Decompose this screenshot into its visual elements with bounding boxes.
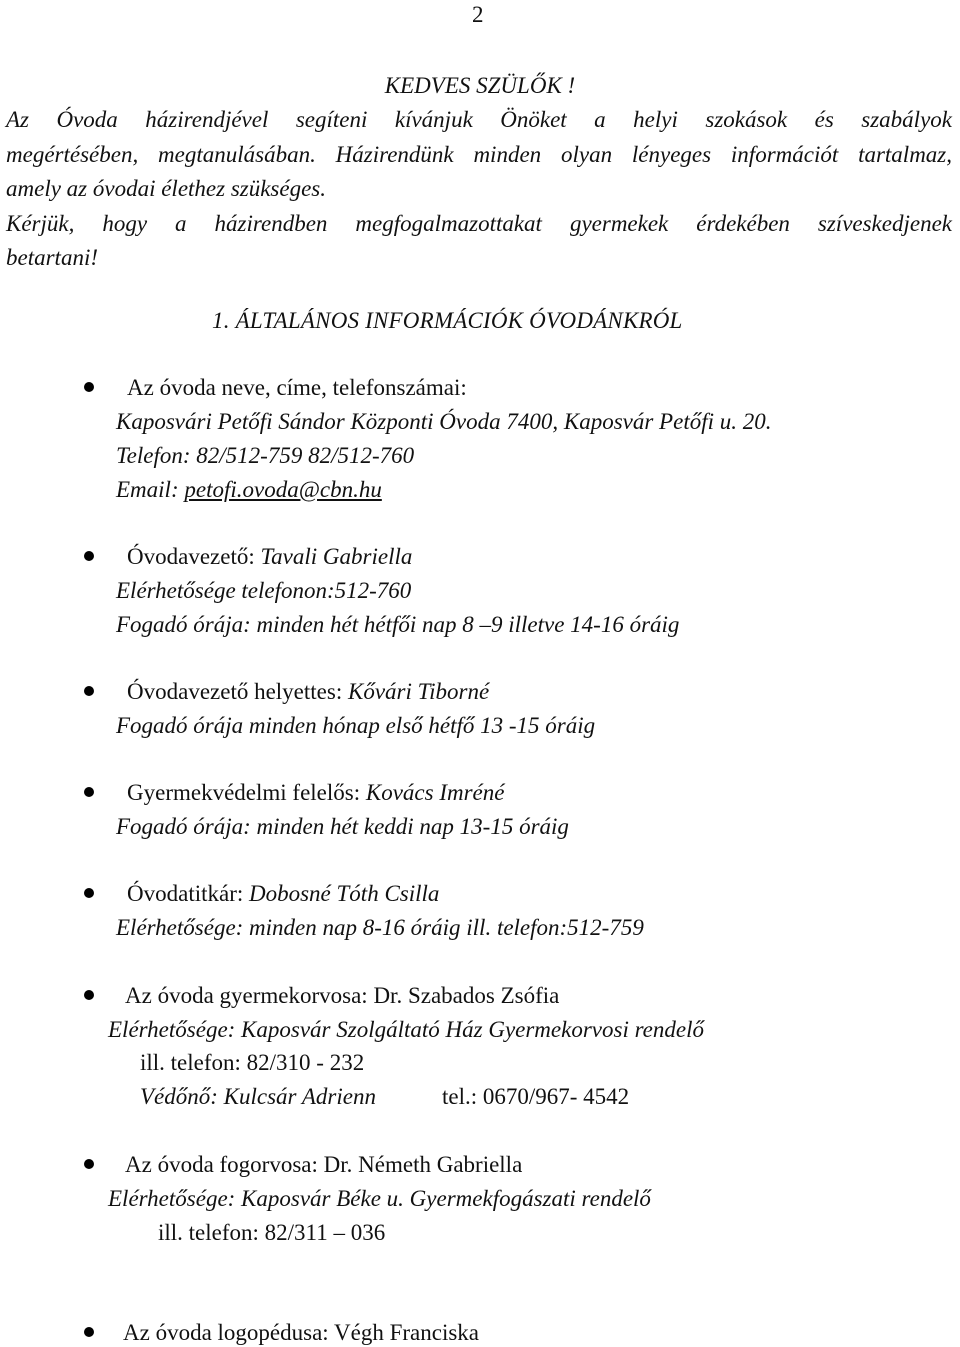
dentist-phone: ill. telefon: 82/311 – 036 xyxy=(158,1220,386,1245)
pediatrician-phone: ill. telefon: 82/310 - 232 xyxy=(140,1050,365,1075)
item-label: Az óvoda neve, címe, telefonszámai: xyxy=(127,375,467,400)
intro-line-1: Az Óvoda házirendjével segíteni kívánjuk Önöket a helyi szokások és szabályok xyxy=(6,107,952,132)
bullet-icon xyxy=(84,382,94,392)
page-number: 2 xyxy=(472,2,484,27)
child-protection-name: Kovács Imréné xyxy=(365,780,505,805)
intro-line-5: betartani! xyxy=(6,245,98,270)
item-label: Az óvoda fogorvosa: Dr. xyxy=(125,1152,359,1177)
pediatrician-line xyxy=(125,983,559,1009)
email-link[interactable]: petofi.ovoda@cbn.hu xyxy=(184,477,382,502)
phone-numbers: Telefon: 82/512-759 82/512-760 xyxy=(116,443,415,468)
director-office-hours: Fogadó órája: minden hét hétfői nap 8 –9 illetve 14-16 óráig xyxy=(116,612,680,637)
director-phone: Elérhetősége telefonon:512-760 xyxy=(116,578,412,603)
director-name: Tavali Gabriella xyxy=(260,544,413,569)
nurse-name: Védőnő: Kulcsár Adrienn xyxy=(140,1084,376,1109)
kindergarten-name-address: Kaposvári Petőfi Sándor Központi Óvoda 7400, Kaposvár Petőfi u. 20. xyxy=(116,409,772,434)
secretary-availability: Elérhetősége: minden nap 8-16 óráig ill. telefon:512-759 xyxy=(116,915,644,940)
deputy-name: Kővári Tiborné xyxy=(347,679,490,704)
secretary-name: Dobosné Tóth Csilla xyxy=(249,881,440,906)
item-label: Óvodatitkár: xyxy=(127,881,249,906)
deputy-line xyxy=(127,679,489,705)
intro-line-4: Kérjük, hogy a házirendben megfogalmazottakat gyermekek érdekében szíveskedjenek xyxy=(6,211,952,236)
item-label: Gyermekvédelmi felelős: xyxy=(127,780,366,805)
secretary-line xyxy=(127,881,439,907)
nurse-phone: tel.: 0670/967- 4542 xyxy=(442,1084,630,1109)
item-label: Óvodavezető helyettes: xyxy=(127,679,348,704)
child-protection-line xyxy=(127,780,504,806)
child-protection-office-hours: Fogadó órája: minden hét keddi nap 13-15 óráig xyxy=(116,814,569,839)
item-label: Az óvoda gyermekorvosa: Dr. xyxy=(125,983,408,1008)
pediatrician-location: Elérhetősége: Kaposvár Szolgáltató Ház Gyermekorvosi rendelő xyxy=(108,1017,704,1042)
section-title: 1. ÁLTALÁNOS INFORMÁCIÓK ÓVODÁNKRÓL xyxy=(212,308,683,333)
bullet-icon xyxy=(84,787,94,797)
bullet-icon xyxy=(84,551,94,561)
bullet-icon xyxy=(84,990,94,1000)
speech-therapist-line: Az óvoda logopédusa: Végh Franciska xyxy=(123,1320,479,1345)
dentist-line xyxy=(125,1152,522,1178)
bullet-icon xyxy=(84,686,94,696)
intro-line-2: megértésében, megtanulásában. Házirendünk minden olyan lényeges információt tartalmaz, xyxy=(6,142,952,167)
dentist-name: Németh Gabriella xyxy=(358,1152,523,1177)
email-line xyxy=(116,477,382,503)
email-label: Email: xyxy=(116,477,185,502)
item-label: Óvodavezető: xyxy=(127,544,261,569)
bullet-icon xyxy=(84,1327,94,1337)
director-line xyxy=(127,544,412,570)
bullet-icon xyxy=(84,1159,94,1169)
intro-line-3: amely az óvodai élethez szükséges. xyxy=(6,176,327,201)
dentist-location: Elérhetősége: Kaposvár Béke u. Gyermekfogászati rendelő xyxy=(108,1186,651,1211)
deputy-office-hours: Fogadó órája minden hónap első hétfő 13 -15 óráig xyxy=(116,713,596,738)
pediatrician-name: Szabados Zsófia xyxy=(407,983,560,1008)
bullet-icon xyxy=(84,888,94,898)
greeting-heading: KEDVES SZÜLŐK ! xyxy=(384,73,576,98)
